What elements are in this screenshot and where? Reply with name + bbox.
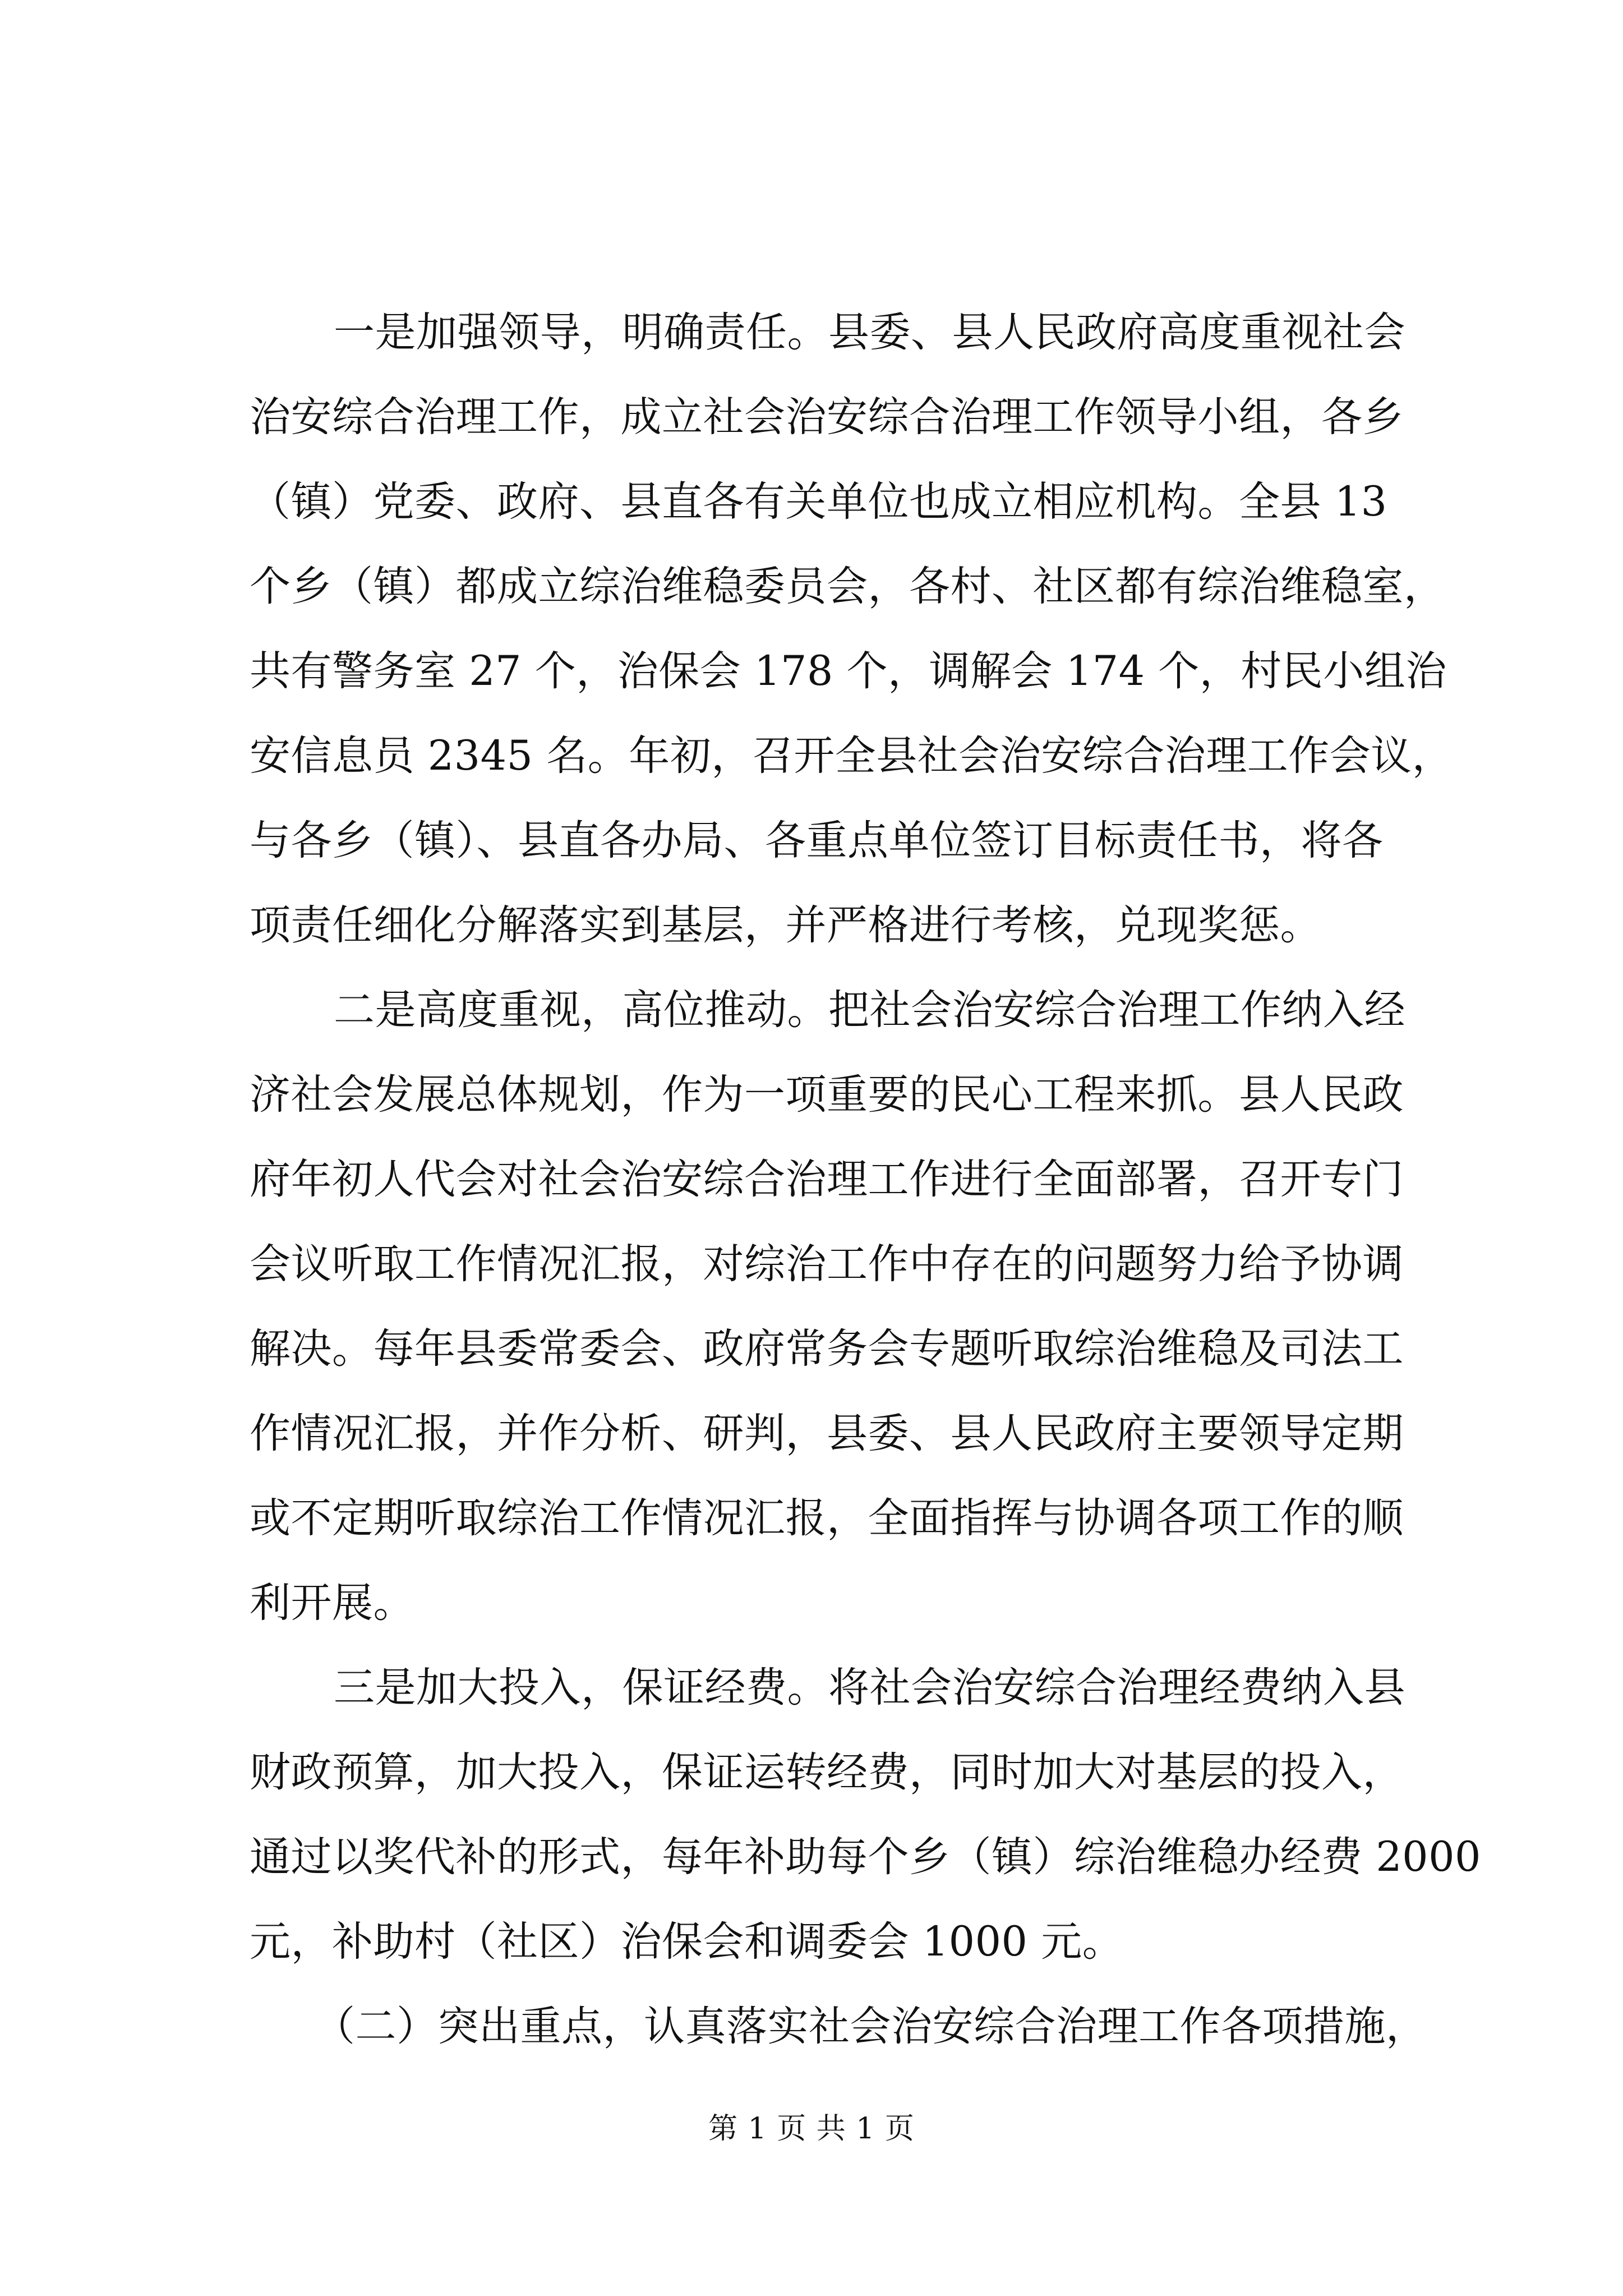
section-heading-2: （二）突出重点，认真落实社会治安综合治理工作各项措施， [314,2003,1427,2050]
paragraph-1-line-7: 与各乡（镇）、县直各办局、各重点单位签订目标责任书，将各 [250,817,1384,864]
paragraph-2-line-7: 或不定期听取综治工作情况汇报，全面指挥与协调各项工作的顺 [250,1494,1404,1542]
paragraph-1-line-2: 治安综合治理工作，成立社会治安综合治理工作领导小组，各乡 [250,393,1404,441]
paragraph-2-line-6: 作情况汇报，并作分析、研判，县委、县人民政府主要领导定期 [250,1410,1404,1457]
paragraph-1-line-1: 一是加强领导，明确责任。县委、县人民政府高度重视社会 [334,309,1405,356]
paragraph-2-line-2: 济社会发展总体规划，作为一项重要的民心工程来抓。县人民政 [250,1071,1404,1119]
paragraph-1-line-4: 个乡（镇）都成立综治维稳委员会，各村、社区都有综治维稳室， [250,563,1445,610]
paragraph-2-line-4: 会议听取工作情况汇报，对综治工作中存在的问题努力给予协调 [250,1240,1404,1288]
paragraph-3-line-1: 三是加大投入，保证经费。将社会治安综合治理经费纳入县 [334,1664,1405,1711]
paragraph-3-line-2: 财政预算，加大投入，保证运转经费，同时加大对基层的投入， [250,1749,1404,1796]
page-footer: 第 1 页 共 1 页 [708,2112,915,2146]
paragraph-2-line-1: 二是高度重视，高位推动。把社会治安综合治理工作纳入经 [334,986,1405,1034]
paragraph-3-line-4: 元，补助村（社区）治保会和调委会 1000 元。 [250,1918,1124,1966]
paragraph-2-line-5: 解决。每年县委常委会、政府常务会专题听取综治维稳及司法工 [250,1325,1404,1373]
paragraph-2-line-3: 府年初人代会对社会治安综合治理工作进行全面部署，召开专门 [250,1156,1404,1203]
paragraph-1-line-5: 共有警务室 27 个，治保会 178 个，调解会 174 个，村民小组治 [250,647,1447,695]
document-body [250,290,1481,2069]
paragraph-1-line-8: 项责任细化分解落实到基层，并严格进行考核，兑现奖惩。 [250,901,1321,949]
paragraph-3-line-3: 通过以奖代补的形式，每年补助每个乡（镇）综治维稳办经费 2000 [250,1833,1481,1881]
paragraph-2-line-8: 利开展。 [250,1579,414,1627]
paragraph-1-line-3: （镇）党委、政府、县直各有关单位也成立相应机构。全县 13 [250,478,1387,526]
paragraph-1-line-6: 安信息员 2345 名。年初，召开全县社会治安综合治理工作会议， [250,732,1454,780]
